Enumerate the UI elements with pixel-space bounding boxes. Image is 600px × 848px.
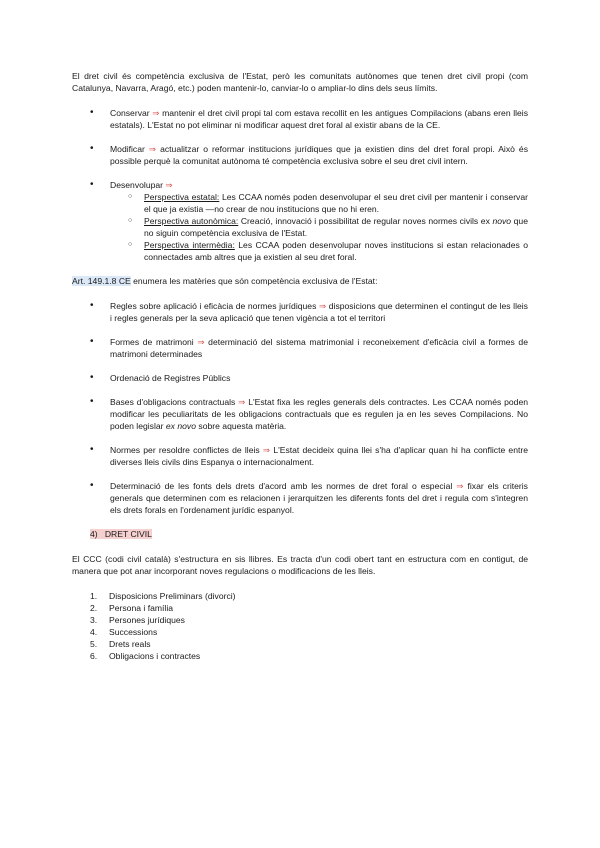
competences-list [72, 107, 528, 191]
book-label: Obligacions i contractes [109, 651, 201, 661]
arrow-icon: ⇒ [165, 180, 173, 190]
competence-text: actualitzar o reformar institucions jurídiques que ja existien dins del dret foral propi. Això és possible perquè la comunitat autònoma té competència exclusiva sobre el seu dret civil intern. [110, 144, 528, 166]
book-label: Successions [109, 627, 158, 637]
perspective-label: Perspectiva intermèdia: [144, 240, 235, 250]
matter-term: Regles sobre aplicació i eficàcia de normes jurídiques [110, 301, 317, 311]
perspective-label: Perspectiva autonòmica: [144, 216, 239, 226]
list-item-matter [72, 372, 528, 384]
matter-term: Ordenació de Registres Públics [110, 373, 231, 383]
list-item-book [72, 650, 528, 662]
competence-text: mantenir el dret civil propi tal com estava recollit en les antigues Compilacions (abans eren lleis estatals). L'Estat no pot eliminar ni modificar aquest dret foral al existir abans de la CE. [110, 108, 529, 130]
list-item-matter [72, 336, 528, 360]
list-item-book [72, 614, 528, 626]
competence-term: Modificar [110, 144, 145, 154]
matter-term: Normes per resoldre conflictes de lleis [110, 445, 260, 455]
matter-italic: ex novo [165, 421, 197, 431]
document-page [72, 70, 528, 662]
book-number: 5. [90, 639, 98, 649]
list-item-matter [72, 480, 528, 516]
perspective-text-end: que no siguin competència exclusiva de l'Estat. [144, 216, 528, 238]
section-number: 4) [90, 529, 98, 539]
section-heading [72, 528, 528, 540]
book-number: 3. [90, 615, 98, 625]
matter-text: L'Estat fixa les regles generals dels contractes. Les CCAA només poden modificar les peculiaritats de les obligacions contractuals que es regulen ja en les seves Compilacions. No poden legislar [110, 397, 529, 431]
article-text: enumera les matèries que són competència exclusiva de l'Estat: [130, 276, 378, 286]
list-item-conservar [72, 107, 528, 131]
section-title: DRET CIVIL [104, 529, 152, 539]
list-item-book [72, 626, 528, 638]
matter-term: Determinació de les fonts dels drets d'acord amb les normes de dret foral o especial [110, 481, 453, 491]
arrow-icon: ⇒ [238, 397, 246, 407]
book-number: 1. [90, 591, 98, 601]
perspective-text: Creació, innovació i possibilitat de regular noves normes civils ex [238, 216, 493, 226]
book-number: 2. [90, 603, 98, 613]
list-item-modificar [72, 143, 528, 167]
arrow-icon: ⇒ [197, 337, 205, 347]
arrow-icon: ⇒ [262, 445, 271, 455]
matter-text: L'Estat decideix quina llei s'ha d'aplicar quan hi ha conflicte entre diverses lleis civils dins Espanya o internacionalment. [110, 445, 529, 467]
matter-text: disposicions que determinen el contingut de les lleis i regles generals per la seva aplicació que tenen vigència a tot el territori [110, 301, 528, 323]
arrow-icon: ⇒ [456, 481, 464, 491]
matter-text: fixar els criteris generals que determinen com es relacionen i jerarquitzen les diferents fonts del dret i regula com s'integren els drets forals en l'ordenament jurídic espanyol. [110, 481, 528, 515]
book-label: Disposicions Preliminars (divorci) [109, 591, 236, 601]
list-item-matter [72, 396, 528, 432]
list-item-desenvolupar [72, 179, 528, 191]
list-item-perspectiva-intermedia [72, 239, 528, 263]
arrow-icon: ⇒ [318, 301, 327, 311]
intro-paragraph: El dret civil és competència exclusiva de l'Estat, però les comunitats autònomes que tenen dret civil propi (com Catalunya, Navarra, Aragó, etc.) poden mantenir-lo, canviar-lo o ampliar-lo dins dels seus límits. [72, 71, 528, 93]
matter-text: determinació del sistema matrimonial i reconeixement d'eficàcia civil a formes de matrimoni determinades [110, 337, 528, 359]
list-item-perspectiva-autonomica [72, 215, 528, 239]
list-item-book [72, 638, 528, 650]
book-label: Persona i família [109, 603, 174, 613]
arrow-icon: ⇒ [148, 144, 157, 154]
article-paragraph [72, 275, 528, 287]
competence-term: Desenvolupar [110, 180, 164, 190]
arrow-icon: ⇒ [152, 108, 160, 118]
section-heading-highlight [90, 529, 152, 539]
article-reference: Art. 149.1.8 CE [72, 276, 131, 286]
matter-term: Formes de matrimoni [110, 337, 194, 347]
perspective-text: Les CCAA només poden desenvolupar el seu dret civil per mantenir i conservar el que ja existia —no crear de nou institucions que no hi eren. [144, 192, 528, 214]
list-item-perspectiva-estatal [72, 191, 528, 215]
ccc-paragraph: El CCC (codi civil català) s'estructura en sis llibres. Es tracta d'un codi obert tant en estructura com en contigut, de manera que pot anar incorporant noves regulacions o modificacions de les lleis. [72, 554, 528, 576]
book-label: Persones jurídiques [109, 615, 185, 625]
list-item-matter [72, 300, 528, 324]
matter-text-end: sobre aquesta matèria. [196, 421, 287, 431]
matter-term: Bases d'obligacions contractuals [110, 397, 236, 407]
book-number: 4. [90, 627, 98, 637]
list-item-book [72, 602, 528, 614]
competence-term: Conservar [110, 108, 150, 118]
perspective-label: Perspectiva estatal: [144, 192, 220, 202]
list-item-book [72, 590, 528, 602]
matters-list [72, 300, 528, 516]
book-label: Drets reals [109, 639, 151, 649]
perspectives-list [72, 191, 528, 263]
list-item-matter [72, 444, 528, 468]
perspective-italic: novo [492, 216, 512, 226]
book-number: 6. [90, 651, 98, 661]
books-list [72, 590, 528, 662]
perspective-text: Les CCAA poden desenvolupar noves institucions si estan relacionades o connectades amb altres que ja existien al seu dret foral. [144, 240, 528, 262]
